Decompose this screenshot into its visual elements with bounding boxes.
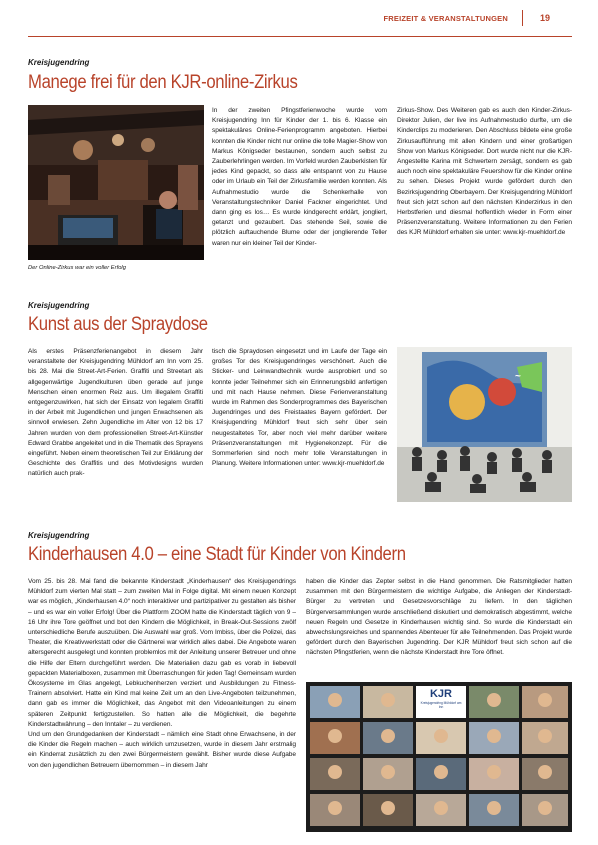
article1-caption: Der Online-Zirkus war ein voller Erfolg xyxy=(28,265,126,271)
article3-column-1 xyxy=(28,577,296,771)
article3-text-1: Vom 25. bis 28. Mai fand die bekannte Kinderstadt „Kinderhausen“ des Kreisjugendrings Mühldorf zum vierten Mal statt – zum zweiten Mal in Folge digital. Mit einem neuen Konzept war es möglich, „Kinderhausen 4.0“ noch interaktiver und partizipativer zu gestalten als bisher – und es war ein voller Erfolg! Über die Plattform ZOOM hatte die Kinderstadt täglich von 9 – 16 Uhr ihre Tore geöffnet und bot den Kindern die Möglichkeit, in Break-Out-Sessions zwölf unterschiedliche Berufe auszuüben. Die Auswahl war groß. Vom Imbiss, über die Polizei, das Theater, die Kreativwerkstatt oder die Gärtnerei war wirklich alles dabei. Die Angebote waren altersgerecht ausgelegt und konnten problemlos mit der Anleitung unserer Betreuer und ohne die Hilfe der Eltern durchgeführt werden. Die Materialien dazu gab es vorab in liebevoll gepackten Materialboxen, zusammen mit Überraschungen für jeden Tag! Gemeinsam wurden Ökosysteme im Glas angelegt, Lebkuchenherzen verziert und Ausbildungen zu Fitness-Trainern absolviert. Hatte ein Kind mal keine Zeit um an den Live-Angeboten teilzunehmen, dann gab es immer die Möglichkeit, das Angebot mit den Videoanleitungen zu einem späteren Zeitpunkt fertigzustellen. So hatten alle die Möglichkeit, die begehrte Kinderstadtwährung – den Inntaler – zu verdienen. xyxy=(28,578,296,728)
article1-text-2: Zirkus-Show. Des Weiteren gab es auch den Kinder-Zirkus-Direktor Julien, der live ins Aufnahmestudio durfte, um die Kinderclips zu moderieren. Den Abschluss bildete eine große Zirkusaufführung mit allen Kindern und einer großartigen Show von Markus Königseder. Dort wurde nicht nur die KJR-Angestellte Karina mit Schwertern zersägt, sondern es gab auch noch eine spektakuläre Feuershow für die Kinder online zu sehen. Dieses Projekt wurde gefördert durch den Bezirksjugendring Oberbayern. Der Kreisjugendring Mühldorf freut sich jetzt schon auf den nächsten Kinderzirkus in den Herbstferien und diesmal hoffentlich wieder in Form einer Präsenzveranstaltung. Weitere Informationen zu den Ferien des KJR Mühldorf erhalten sie unter: www.kjr-muehldorf.de xyxy=(397,107,572,237)
article1-column-2 xyxy=(397,106,572,239)
article1-column-1 xyxy=(212,106,387,249)
kjr-logo-subtitle: Kreisjugendring Mühldorf am Inn xyxy=(420,701,462,709)
article3-column-2 xyxy=(306,577,572,659)
article1-title: Manege frei für den KJR-online-Zirkus xyxy=(28,72,298,93)
header-divider xyxy=(522,10,523,26)
article1-text-1: In der zweiten Pfingstferienwoche wurde vom Kreisjugendring Inn für Kinder der 1. bis 6. Klasse ein spektakuläres Online-Ferienprogramm angeboten. Hierbei konnten die Kinder nicht nur online die tolle Magier-Show von Markus Königseder bestaunen, sondern auch selbst zu Zauberlehrlingen werden. Im Vorfeld wurden Zauberkisten für jedes Kind gepackt, so dass alle entspannt von zu Hause oder im Urlaub ein Teil der Zirkusfamilie werden konnten. Als Aufnahmestudio wurde die Schenkerhalle von Veranstaltungstechniker Daniel Fackner eingerichtet. Und dann ging es los… Es wurde kindgerecht erklärt, jongliert, getanzt und gezaubert. Das stehende Seil, sowie die plötzlich auftauchende Blume oder der jonglierende Teller waren nur ein kleiner Teil der Kinder- xyxy=(212,107,388,247)
article2-kicker: Kreisjugendring xyxy=(28,301,90,310)
article2-text-1: Als erstes Präsenzferienangebot in diesem Jahr veranstaltete der Kreisjugendring Mühldorf am Inn vom 25. bis 28. Mai die Street-Art-Ferien. Graffiti und Streetart als allgegenwärtige Jugendkulturen üben gerade auf junge Menschen einen enormen Reiz aus. Um illegalem Graffiti entgegenzuwirken, hat sich der Einsatz von legalem Graffiti in der Arbeit mit Jugendlichen und jungen Erwachsenen als sinnvoll erwiesen. Zehn Jugendliche im Alter von 12 bis 17 Jahren wurden von dem professionellen Street-Art-Künstler Edward Grabbe angeleitet und in die Thematik des Sprayens eingeführt. Neben einem theoretischen Teil zur Erklärung der Geschichte des Graffitis und des Motivdesigns wurden natürlich auch prak- xyxy=(28,348,203,478)
article3-text-2: haben die Kinder das Zepter selbst in die Hand genommen. Die Ratsmitglieder hatten zusammen mit den Bürgermeistern die wichtige Aufgabe, die Anliegen der Kinderstadt-Bürger zu vertreten und Gesetzesvorschläge zu liefern. In den täglichen Bürgerversammlungen wurde anschließend diskutiert und demokratisch abgestimmt, welche neuen Regeln und Gesetze in Kinderhausen wichtig sind. So wurde die Kinderstadt ein abwechslungsreiches und spannendes Abenteuer für alle Teilnehmenden. Das Projekt wurde gefördert durch den Bayerischen Jugendring. Der KJR Mühldorf freut sich schon auf die nächsten Pfingstferien, wenn die nächste Kinderstadt ihre Tore öffnet. xyxy=(306,578,572,657)
zoom-grid-screenshot xyxy=(306,682,572,832)
header-rule xyxy=(28,36,572,37)
article2-column-2 xyxy=(212,347,387,469)
kjr-logo xyxy=(419,688,463,716)
section-title: FREIZEIT & VERANSTALTUNGEN xyxy=(383,14,508,23)
svg-text:~: ~ xyxy=(515,371,521,382)
kjr-logo-text: KJR xyxy=(429,688,452,700)
article3-title: Kinderhausen 4.0 – eine Stadt für Kinder von Kindern xyxy=(28,544,406,565)
article3-kicker: Kreisjugendring xyxy=(28,531,90,540)
page-number: 19 xyxy=(539,13,550,23)
circus-studio-photo xyxy=(28,105,204,260)
article1-kicker: Kreisjugendring xyxy=(28,58,90,67)
graffiti-group-photo xyxy=(397,347,572,502)
page-header xyxy=(0,0,598,40)
article2-title: Kunst aus der Spraydose xyxy=(28,314,208,335)
article3-text-1b: Und um den Grundgedanken der Kinderstadt – nämlich eine Stadt ohne Erwachsene, in der die Kinder die Regeln machen – auch wirklich umzusetzen, wurde in diesem Jahr erstmalig ein Kinderrat zusätzlich zu den zwei Bürgermeistern gewählt. Bisher wurde diese Aufgabe von den jugendlichen Betreuern übernommen – in diesem Jahr xyxy=(28,731,296,769)
article2-column-1 xyxy=(28,347,203,480)
article2-text-2: tisch die Spraydosen eingesetzt und im Laufe der Tage ein großes Tor des Kreisjugendringes verschönert. Auch die Sticker- und Leinwandtechnik wurde ausprobiert und so konnte jeder Teilnehmer sich ein Erinnerungsbild anfertigen und mit nach Hause nehmen. Diese Ferienveranstaltung wurde im Rahmen des Sonderprogrammes des Bayerischen Jugendringes und des Freistaates Bayern gefördert. Der Kreisjugendring Mühldorf freut sich sehr über sein neugestaltetes Tor, aber noch viel mehr darüber weitere Präsenzveranstaltungen mit Hygienekonzept. Für die Sommerferien sind noch mehr tolle Veranstaltungen in Planung. Weitere Informationen unter: www.kjr-muehldorf.de xyxy=(212,348,387,468)
